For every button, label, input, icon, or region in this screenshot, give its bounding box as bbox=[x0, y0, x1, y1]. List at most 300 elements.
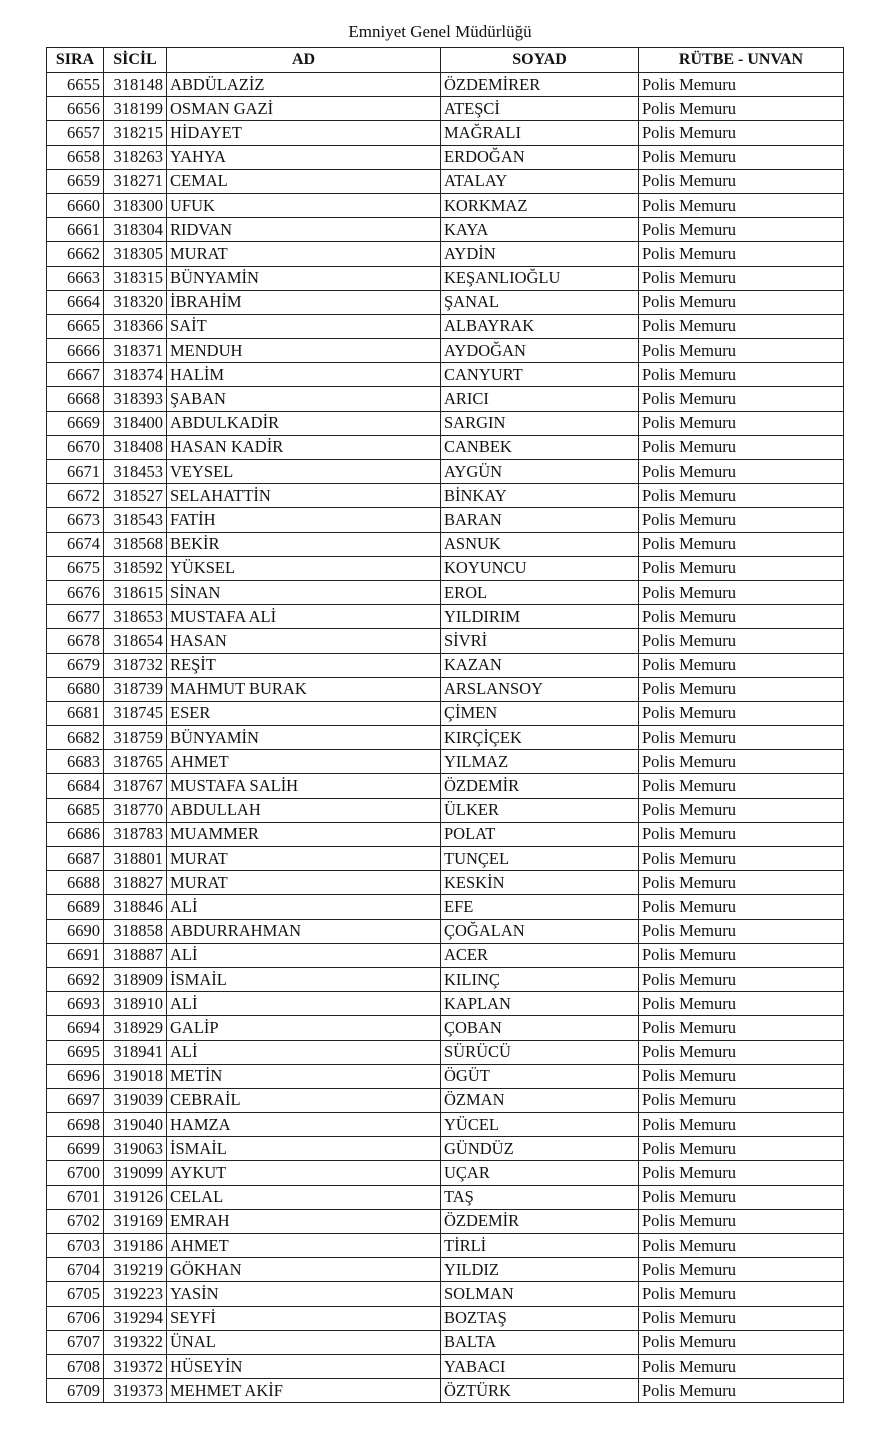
sicil-cell: 318300 bbox=[104, 193, 167, 217]
soyad-cell: CANBEK bbox=[441, 435, 639, 459]
table-row bbox=[47, 508, 844, 532]
table-row bbox=[47, 1258, 844, 1282]
rutbe-cell: Polis Memuru bbox=[639, 1258, 844, 1282]
sira-cell: 6709 bbox=[47, 1379, 104, 1403]
rutbe-cell: Polis Memuru bbox=[639, 339, 844, 363]
table-row bbox=[47, 1113, 844, 1137]
ad-cell: HASAN bbox=[167, 629, 441, 653]
sira-cell: 6680 bbox=[47, 677, 104, 701]
sicil-cell: 318148 bbox=[104, 73, 167, 97]
rutbe-cell: Polis Memuru bbox=[639, 193, 844, 217]
sicil-cell: 318592 bbox=[104, 556, 167, 580]
personnel-table bbox=[46, 47, 844, 1403]
ad-cell: MURAT bbox=[167, 242, 441, 266]
sira-cell: 6705 bbox=[47, 1282, 104, 1306]
table-row bbox=[47, 145, 844, 169]
sira-cell: 6696 bbox=[47, 1064, 104, 1088]
rutbe-cell: Polis Memuru bbox=[639, 653, 844, 677]
soyad-cell: AYDOĞAN bbox=[441, 339, 639, 363]
ad-cell: CEBRAİL bbox=[167, 1088, 441, 1112]
table-row bbox=[47, 532, 844, 556]
ad-cell: BÜNYAMİN bbox=[167, 726, 441, 750]
sicil-cell: 318400 bbox=[104, 411, 167, 435]
table-row bbox=[47, 363, 844, 387]
soyad-cell: YILDIZ bbox=[441, 1258, 639, 1282]
soyad-cell: ACER bbox=[441, 943, 639, 967]
table-row bbox=[47, 629, 844, 653]
sira-cell: 6708 bbox=[47, 1354, 104, 1378]
ad-cell: ABDULLAH bbox=[167, 798, 441, 822]
soyad-cell: BARAN bbox=[441, 508, 639, 532]
table-row bbox=[47, 1306, 844, 1330]
rutbe-cell: Polis Memuru bbox=[639, 145, 844, 169]
ad-cell: VEYSEL bbox=[167, 460, 441, 484]
soyad-cell: YILMAZ bbox=[441, 750, 639, 774]
sira-cell: 6669 bbox=[47, 411, 104, 435]
rutbe-cell: Polis Memuru bbox=[639, 242, 844, 266]
rutbe-cell: Polis Memuru bbox=[639, 605, 844, 629]
table-row bbox=[47, 967, 844, 991]
sira-cell: 6664 bbox=[47, 290, 104, 314]
ad-cell: MUSTAFA SALİH bbox=[167, 774, 441, 798]
rutbe-cell: Polis Memuru bbox=[639, 484, 844, 508]
sicil-cell: 318827 bbox=[104, 871, 167, 895]
sicil-cell: 319223 bbox=[104, 1282, 167, 1306]
ad-cell: ÜNAL bbox=[167, 1330, 441, 1354]
rutbe-cell: Polis Memuru bbox=[639, 822, 844, 846]
ad-cell: AYKUT bbox=[167, 1161, 441, 1185]
sira-cell: 6701 bbox=[47, 1185, 104, 1209]
sira-cell: 6657 bbox=[47, 121, 104, 145]
sira-cell: 6659 bbox=[47, 169, 104, 193]
sicil-cell: 318543 bbox=[104, 508, 167, 532]
ad-cell: SEYFİ bbox=[167, 1306, 441, 1330]
soyad-cell: ASNUK bbox=[441, 532, 639, 556]
ad-cell: RIDVAN bbox=[167, 218, 441, 242]
rutbe-cell: Polis Memuru bbox=[639, 314, 844, 338]
table-row bbox=[47, 1209, 844, 1233]
table-row bbox=[47, 411, 844, 435]
soyad-cell: KIRÇİÇEK bbox=[441, 726, 639, 750]
soyad-cell: ATEŞCİ bbox=[441, 97, 639, 121]
soyad-cell: KOYUNCU bbox=[441, 556, 639, 580]
sira-cell: 6695 bbox=[47, 1040, 104, 1064]
table-row bbox=[47, 653, 844, 677]
sicil-cell: 318910 bbox=[104, 992, 167, 1016]
table-row bbox=[47, 314, 844, 338]
sira-cell: 6688 bbox=[47, 871, 104, 895]
sicil-cell: 318846 bbox=[104, 895, 167, 919]
soyad-cell: MAĞRALI bbox=[441, 121, 639, 145]
rutbe-cell: Polis Memuru bbox=[639, 1234, 844, 1258]
sicil-cell: 319040 bbox=[104, 1113, 167, 1137]
rutbe-cell: Polis Memuru bbox=[639, 266, 844, 290]
table-row bbox=[47, 121, 844, 145]
rutbe-cell: Polis Memuru bbox=[639, 1113, 844, 1137]
ad-cell: İBRAHİM bbox=[167, 290, 441, 314]
sira-cell: 6675 bbox=[47, 556, 104, 580]
rutbe-cell: Polis Memuru bbox=[639, 1306, 844, 1330]
table-row bbox=[47, 556, 844, 580]
rutbe-cell: Polis Memuru bbox=[639, 1161, 844, 1185]
table-row bbox=[47, 218, 844, 242]
rutbe-cell: Polis Memuru bbox=[639, 992, 844, 1016]
table-row bbox=[47, 871, 844, 895]
rutbe-cell: Polis Memuru bbox=[639, 726, 844, 750]
ad-cell: UFUK bbox=[167, 193, 441, 217]
sicil-cell: 318739 bbox=[104, 677, 167, 701]
sicil-cell: 318568 bbox=[104, 532, 167, 556]
soyad-cell: KORKMAZ bbox=[441, 193, 639, 217]
ad-cell: ŞABAN bbox=[167, 387, 441, 411]
table-row bbox=[47, 1088, 844, 1112]
soyad-cell: ÇİMEN bbox=[441, 701, 639, 725]
ad-cell: HAMZA bbox=[167, 1113, 441, 1137]
ad-cell: MURAT bbox=[167, 847, 441, 871]
sicil-cell: 318374 bbox=[104, 363, 167, 387]
sicil-cell: 318408 bbox=[104, 435, 167, 459]
soyad-cell: TUNÇEL bbox=[441, 847, 639, 871]
soyad-cell: GÜNDÜZ bbox=[441, 1137, 639, 1161]
rutbe-cell: Polis Memuru bbox=[639, 750, 844, 774]
soyad-cell: ŞANAL bbox=[441, 290, 639, 314]
rutbe-cell: Polis Memuru bbox=[639, 435, 844, 459]
sicil-cell: 319099 bbox=[104, 1161, 167, 1185]
soyad-cell: SİVRİ bbox=[441, 629, 639, 653]
rutbe-cell: Polis Memuru bbox=[639, 411, 844, 435]
table-row bbox=[47, 605, 844, 629]
table-row bbox=[47, 798, 844, 822]
rutbe-cell: Polis Memuru bbox=[639, 1040, 844, 1064]
soyad-cell: ATALAY bbox=[441, 169, 639, 193]
sira-cell: 6673 bbox=[47, 508, 104, 532]
sicil-cell: 319018 bbox=[104, 1064, 167, 1088]
table-row bbox=[47, 97, 844, 121]
sira-cell: 6667 bbox=[47, 363, 104, 387]
table-row bbox=[47, 169, 844, 193]
sicil-cell: 318527 bbox=[104, 484, 167, 508]
rutbe-cell: Polis Memuru bbox=[639, 121, 844, 145]
ad-cell: MAHMUT BURAK bbox=[167, 677, 441, 701]
sira-cell: 6682 bbox=[47, 726, 104, 750]
column-header-sira: SIRA bbox=[47, 48, 104, 73]
soyad-cell: ARICI bbox=[441, 387, 639, 411]
sicil-cell: 318366 bbox=[104, 314, 167, 338]
sicil-cell: 319372 bbox=[104, 1354, 167, 1378]
ad-cell: BEKİR bbox=[167, 532, 441, 556]
soyad-cell: ALBAYRAK bbox=[441, 314, 639, 338]
table-row bbox=[47, 677, 844, 701]
sira-cell: 6698 bbox=[47, 1113, 104, 1137]
sira-cell: 6699 bbox=[47, 1137, 104, 1161]
sira-cell: 6666 bbox=[47, 339, 104, 363]
soyad-cell: EFE bbox=[441, 895, 639, 919]
table-header bbox=[47, 48, 844, 73]
table-row bbox=[47, 339, 844, 363]
rutbe-cell: Polis Memuru bbox=[639, 1354, 844, 1378]
rutbe-cell: Polis Memuru bbox=[639, 97, 844, 121]
sicil-cell: 318653 bbox=[104, 605, 167, 629]
table-row bbox=[47, 484, 844, 508]
ad-cell: MUSTAFA ALİ bbox=[167, 605, 441, 629]
sicil-cell: 318393 bbox=[104, 387, 167, 411]
sicil-cell: 319186 bbox=[104, 1234, 167, 1258]
ad-cell: YASİN bbox=[167, 1282, 441, 1306]
rutbe-cell: Polis Memuru bbox=[639, 387, 844, 411]
column-header-sicil: SİCİL bbox=[104, 48, 167, 73]
sira-cell: 6662 bbox=[47, 242, 104, 266]
soyad-cell: SÜRÜCÜ bbox=[441, 1040, 639, 1064]
sira-cell: 6703 bbox=[47, 1234, 104, 1258]
rutbe-cell: Polis Memuru bbox=[639, 290, 844, 314]
table-row bbox=[47, 460, 844, 484]
soyad-cell: UÇAR bbox=[441, 1161, 639, 1185]
table-row bbox=[47, 1234, 844, 1258]
rutbe-cell: Polis Memuru bbox=[639, 556, 844, 580]
rutbe-cell: Polis Memuru bbox=[639, 629, 844, 653]
sira-cell: 6687 bbox=[47, 847, 104, 871]
table-row bbox=[47, 701, 844, 725]
table-row bbox=[47, 943, 844, 967]
ad-cell: CEMAL bbox=[167, 169, 441, 193]
sira-cell: 6685 bbox=[47, 798, 104, 822]
soyad-cell: YÜCEL bbox=[441, 1113, 639, 1137]
table-row bbox=[47, 193, 844, 217]
table-row bbox=[47, 847, 844, 871]
sicil-cell: 318783 bbox=[104, 822, 167, 846]
ad-cell: MENDUH bbox=[167, 339, 441, 363]
ad-cell: GALİP bbox=[167, 1016, 441, 1040]
sicil-cell: 318305 bbox=[104, 242, 167, 266]
sira-cell: 6656 bbox=[47, 97, 104, 121]
sira-cell: 6658 bbox=[47, 145, 104, 169]
ad-cell: REŞİT bbox=[167, 653, 441, 677]
soyad-cell: YABACI bbox=[441, 1354, 639, 1378]
sicil-cell: 318929 bbox=[104, 1016, 167, 1040]
soyad-cell: ARSLANSOY bbox=[441, 677, 639, 701]
sira-cell: 6663 bbox=[47, 266, 104, 290]
ad-cell: OSMAN GAZİ bbox=[167, 97, 441, 121]
rutbe-cell: Polis Memuru bbox=[639, 1185, 844, 1209]
sicil-cell: 318320 bbox=[104, 290, 167, 314]
sira-cell: 6677 bbox=[47, 605, 104, 629]
ad-cell: AHMET bbox=[167, 750, 441, 774]
table-row bbox=[47, 435, 844, 459]
table-row bbox=[47, 242, 844, 266]
soyad-cell: TİRLİ bbox=[441, 1234, 639, 1258]
ad-cell: YAHYA bbox=[167, 145, 441, 169]
soyad-cell: BİNKAY bbox=[441, 484, 639, 508]
sira-cell: 6670 bbox=[47, 435, 104, 459]
ad-cell: YÜKSEL bbox=[167, 556, 441, 580]
sicil-cell: 318453 bbox=[104, 460, 167, 484]
soyad-cell: KAYA bbox=[441, 218, 639, 242]
sira-cell: 6678 bbox=[47, 629, 104, 653]
sira-cell: 6690 bbox=[47, 919, 104, 943]
sira-cell: 6706 bbox=[47, 1306, 104, 1330]
column-header-ad: AD bbox=[167, 48, 441, 73]
sira-cell: 6674 bbox=[47, 532, 104, 556]
soyad-cell: ÖZDEMİRER bbox=[441, 73, 639, 97]
rutbe-cell: Polis Memuru bbox=[639, 847, 844, 871]
ad-cell: BÜNYAMİN bbox=[167, 266, 441, 290]
sicil-cell: 318941 bbox=[104, 1040, 167, 1064]
soyad-cell: ÇOĞALAN bbox=[441, 919, 639, 943]
table-row bbox=[47, 919, 844, 943]
soyad-cell: KESKİN bbox=[441, 871, 639, 895]
table-row bbox=[47, 73, 844, 97]
table-row bbox=[47, 1137, 844, 1161]
ad-cell: MURAT bbox=[167, 871, 441, 895]
ad-cell: ABDULKADİR bbox=[167, 411, 441, 435]
ad-cell: EMRAH bbox=[167, 1209, 441, 1233]
sicil-cell: 318759 bbox=[104, 726, 167, 750]
soyad-cell: ÖZDEMİR bbox=[441, 774, 639, 798]
sicil-cell: 319294 bbox=[104, 1306, 167, 1330]
sira-cell: 6691 bbox=[47, 943, 104, 967]
table-row bbox=[47, 750, 844, 774]
soyad-cell: KILINÇ bbox=[441, 967, 639, 991]
ad-cell: ALİ bbox=[167, 895, 441, 919]
sicil-cell: 318371 bbox=[104, 339, 167, 363]
ad-cell: HASAN KADİR bbox=[167, 435, 441, 459]
soyad-cell: ERDOĞAN bbox=[441, 145, 639, 169]
rutbe-cell: Polis Memuru bbox=[639, 1016, 844, 1040]
sira-cell: 6655 bbox=[47, 73, 104, 97]
ad-cell: AHMET bbox=[167, 1234, 441, 1258]
sicil-cell: 319169 bbox=[104, 1209, 167, 1233]
sicil-cell: 318199 bbox=[104, 97, 167, 121]
ad-cell: ESER bbox=[167, 701, 441, 725]
table-row bbox=[47, 290, 844, 314]
ad-cell: HÜSEYİN bbox=[167, 1354, 441, 1378]
soyad-cell: AYDİN bbox=[441, 242, 639, 266]
rutbe-cell: Polis Memuru bbox=[639, 1137, 844, 1161]
sicil-cell: 318909 bbox=[104, 967, 167, 991]
table-row bbox=[47, 822, 844, 846]
sicil-cell: 319039 bbox=[104, 1088, 167, 1112]
sira-cell: 6671 bbox=[47, 460, 104, 484]
sicil-cell: 319322 bbox=[104, 1330, 167, 1354]
sira-cell: 6660 bbox=[47, 193, 104, 217]
soyad-cell: SOLMAN bbox=[441, 1282, 639, 1306]
sicil-cell: 318767 bbox=[104, 774, 167, 798]
soyad-cell: ÖZMAN bbox=[441, 1088, 639, 1112]
sicil-cell: 319126 bbox=[104, 1185, 167, 1209]
ad-cell: ABDÜLAZİZ bbox=[167, 73, 441, 97]
rutbe-cell: Polis Memuru bbox=[639, 943, 844, 967]
page-title: Emniyet Genel Müdürlüğü bbox=[348, 22, 532, 41]
soyad-cell: POLAT bbox=[441, 822, 639, 846]
sicil-cell: 318770 bbox=[104, 798, 167, 822]
soyad-cell: KAZAN bbox=[441, 653, 639, 677]
soyad-cell: BALTA bbox=[441, 1330, 639, 1354]
table-row bbox=[47, 1040, 844, 1064]
sicil-cell: 318745 bbox=[104, 701, 167, 725]
sira-cell: 6668 bbox=[47, 387, 104, 411]
table-row bbox=[47, 580, 844, 604]
rutbe-cell: Polis Memuru bbox=[639, 1064, 844, 1088]
ad-cell: ALİ bbox=[167, 1040, 441, 1064]
table-row bbox=[47, 1330, 844, 1354]
sicil-cell: 318215 bbox=[104, 121, 167, 145]
rutbe-cell: Polis Memuru bbox=[639, 774, 844, 798]
sira-cell: 6681 bbox=[47, 701, 104, 725]
soyad-cell: BOZTAŞ bbox=[441, 1306, 639, 1330]
soyad-cell: CANYURT bbox=[441, 363, 639, 387]
sicil-cell: 318315 bbox=[104, 266, 167, 290]
sicil-cell: 318271 bbox=[104, 169, 167, 193]
soyad-cell: SARGIN bbox=[441, 411, 639, 435]
sicil-cell: 318615 bbox=[104, 580, 167, 604]
sicil-cell: 318732 bbox=[104, 653, 167, 677]
ad-cell: İSMAİL bbox=[167, 967, 441, 991]
ad-cell: HALİM bbox=[167, 363, 441, 387]
table-row bbox=[47, 1064, 844, 1088]
rutbe-cell: Polis Memuru bbox=[639, 1330, 844, 1354]
ad-cell: ALİ bbox=[167, 943, 441, 967]
sira-cell: 6683 bbox=[47, 750, 104, 774]
sicil-cell: 318304 bbox=[104, 218, 167, 242]
sira-cell: 6697 bbox=[47, 1088, 104, 1112]
soyad-cell: TAŞ bbox=[441, 1185, 639, 1209]
sicil-cell: 319063 bbox=[104, 1137, 167, 1161]
ad-cell: ABDURRAHMAN bbox=[167, 919, 441, 943]
sicil-cell: 319219 bbox=[104, 1258, 167, 1282]
rutbe-cell: Polis Memuru bbox=[639, 798, 844, 822]
soyad-cell: KEŞANLIOĞLU bbox=[441, 266, 639, 290]
sira-cell: 6661 bbox=[47, 218, 104, 242]
soyad-cell: ÇOBAN bbox=[441, 1016, 639, 1040]
table-row bbox=[47, 1161, 844, 1185]
table-row bbox=[47, 1185, 844, 1209]
header-row bbox=[47, 48, 844, 73]
table-body bbox=[47, 73, 844, 1403]
ad-cell: MUAMMER bbox=[167, 822, 441, 846]
rutbe-cell: Polis Memuru bbox=[639, 895, 844, 919]
sira-cell: 6684 bbox=[47, 774, 104, 798]
sira-cell: 6700 bbox=[47, 1161, 104, 1185]
sira-cell: 6693 bbox=[47, 992, 104, 1016]
rutbe-cell: Polis Memuru bbox=[639, 460, 844, 484]
sicil-cell: 318801 bbox=[104, 847, 167, 871]
ad-cell: ALİ bbox=[167, 992, 441, 1016]
column-header-soyad: SOYAD bbox=[441, 48, 639, 73]
soyad-cell: ÖGÜT bbox=[441, 1064, 639, 1088]
rutbe-cell: Polis Memuru bbox=[639, 967, 844, 991]
ad-cell: CELAL bbox=[167, 1185, 441, 1209]
table-row bbox=[47, 1354, 844, 1378]
table-row bbox=[47, 992, 844, 1016]
sicil-cell: 319373 bbox=[104, 1379, 167, 1403]
sira-cell: 6707 bbox=[47, 1330, 104, 1354]
table-row bbox=[47, 387, 844, 411]
soyad-cell: EROL bbox=[441, 580, 639, 604]
table-row bbox=[47, 1282, 844, 1306]
rutbe-cell: Polis Memuru bbox=[639, 919, 844, 943]
sira-cell: 6676 bbox=[47, 580, 104, 604]
column-header-rutbe-unvan: RÜTBE - UNVAN bbox=[639, 48, 844, 73]
ad-cell: SAİT bbox=[167, 314, 441, 338]
rutbe-cell: Polis Memuru bbox=[639, 1282, 844, 1306]
soyad-cell: AYGÜN bbox=[441, 460, 639, 484]
soyad-cell: YILDIRIM bbox=[441, 605, 639, 629]
rutbe-cell: Polis Memuru bbox=[639, 1209, 844, 1233]
rutbe-cell: Polis Memuru bbox=[639, 218, 844, 242]
sira-cell: 6672 bbox=[47, 484, 104, 508]
table-row bbox=[47, 1016, 844, 1040]
rutbe-cell: Polis Memuru bbox=[639, 1088, 844, 1112]
